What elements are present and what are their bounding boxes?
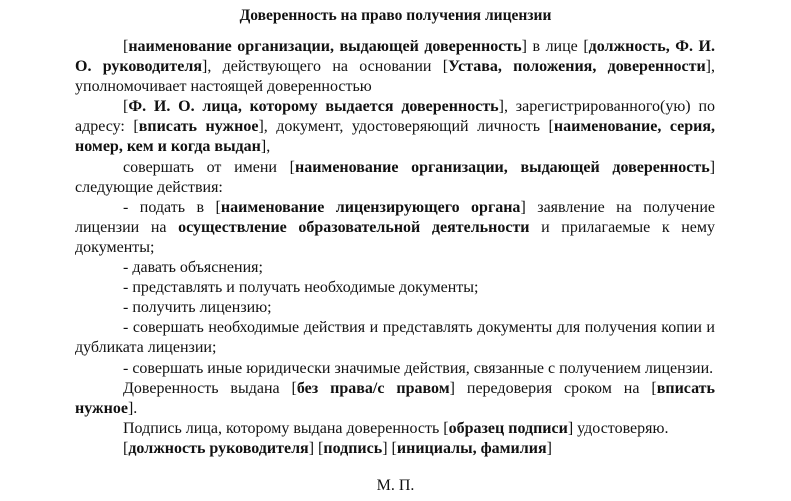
paragraph-text: - представлять и получать необходимые документы; xyxy=(123,279,479,297)
placeholder-field: должность руководителя xyxy=(128,439,309,457)
placeholder-field: осуществление образовательной деятельности xyxy=(178,218,530,236)
paragraph-text: ] заявление на получение лицензии на xyxy=(75,198,716,236)
placeholder-field: без права/с правом xyxy=(296,379,450,397)
placeholder-field: образец подписи xyxy=(448,419,568,437)
paragraph-text: Доверенность выдана [ xyxy=(123,379,297,397)
placeholder-field: вписать нужное xyxy=(138,118,259,136)
paragraph-text: Подпись лица, которому выдана доверенность [ xyxy=(123,419,449,437)
paragraph-text: ], документ, удостоверяющий личность [ xyxy=(258,118,554,136)
paragraph-text: - совершать иные юридически значимые действия, связанные с получением лицензии. xyxy=(123,359,714,377)
paragraph-text: [ xyxy=(123,38,129,55)
document-paragraph xyxy=(75,198,715,258)
paragraph-text: ], уполномочивает настоящей доверенностью xyxy=(75,58,715,96)
document-paragraph xyxy=(75,97,715,157)
document-paragraph xyxy=(75,278,715,298)
paragraph-text: ], xyxy=(260,138,271,156)
document-paragraph xyxy=(75,158,715,198)
paragraph-text: ] в лице [ xyxy=(521,38,589,55)
paragraph-text: ]. xyxy=(127,399,138,417)
paragraph-text: - давать объяснения; xyxy=(123,259,263,277)
placeholder-field: наименование организации, выдающей доверенность xyxy=(294,158,710,176)
document-paragraph xyxy=(75,258,715,278)
paragraph-text: [ xyxy=(123,439,129,457)
paragraph-text: ] [ xyxy=(382,439,397,457)
paragraph-text: ] [ xyxy=(308,439,324,457)
paragraph-text: - совершать необходимые действия и представлять документы для получения копии и дубликата лицензии; xyxy=(75,319,715,357)
placeholder-field: вписать нужное xyxy=(75,379,715,417)
paragraph-text: ] передоверия сроком на [ xyxy=(449,379,657,397)
paragraph-text: ] удостоверяю. xyxy=(567,419,669,437)
paragraph-text: ], действующего на основании [ xyxy=(202,58,449,76)
placeholder-field: подпись xyxy=(323,439,383,457)
paragraph-text: [ xyxy=(123,98,129,116)
stamp-place-mark: М. П. xyxy=(376,477,415,494)
document-paragraph xyxy=(75,419,715,439)
document-paragraph xyxy=(75,37,715,97)
paragraph-text: и прилагаемые к нему документы; xyxy=(75,218,715,256)
paragraph-text: ], зарегистрированного(ую) по адресу: [ xyxy=(75,98,716,136)
document-paragraph xyxy=(75,298,715,318)
paragraph-text: совершать от имени [ xyxy=(123,158,295,176)
placeholder-field: наименование лицензирующего органа xyxy=(220,198,521,216)
document-paragraph xyxy=(75,379,715,419)
placeholder-field: Устава, положения, доверенности xyxy=(448,58,706,76)
paragraph-text: - получить лицензию; xyxy=(123,299,272,317)
document-title: Доверенность на право получения лицензии xyxy=(239,7,552,24)
document-paragraph xyxy=(75,359,715,379)
placeholder-field: инициалы, фамилия xyxy=(396,439,547,457)
placeholder-field: наименование, серия, номер, кем и когда выдан xyxy=(75,118,716,156)
placeholder-field: Ф. И. О. лица, которому выдается доверенность xyxy=(128,98,499,116)
paragraph-text: ] xyxy=(546,439,552,457)
document-paragraph xyxy=(75,439,715,459)
document-body xyxy=(75,37,715,459)
paragraph-text: ] следующие действия: xyxy=(75,158,716,196)
placeholder-field: наименование организации, выдающей доверенность xyxy=(128,38,522,55)
paragraph-text: - подать в [ xyxy=(123,198,221,216)
document-paragraph xyxy=(75,318,715,358)
placeholder-field: должность, Ф. И. О. руководителя xyxy=(75,38,715,76)
